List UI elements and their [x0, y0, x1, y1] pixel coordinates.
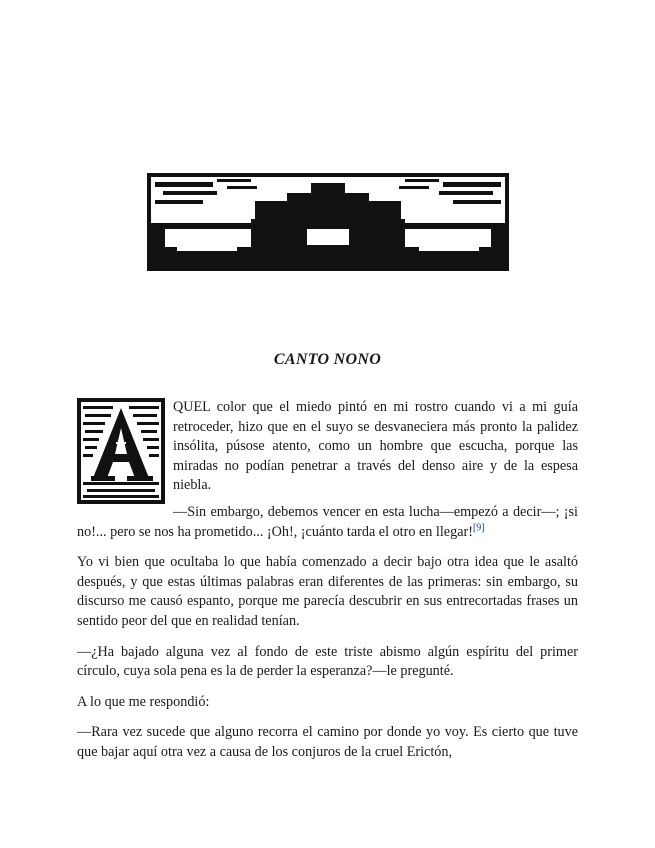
footnote-link[interactable]: [9]	[472, 521, 485, 533]
chapter-body	[77, 398, 578, 774]
paragraph-6: —Rara vez sucede que alguno recorra el camino por donde yo voy. Es cierto que tuve que bajar aquí otra vez a causa de los conjuros de la cruel Erictón,	[77, 724, 578, 760]
chapter-title: CANTO NONO	[273, 351, 382, 368]
paragraph-4: —¿Ha bajado alguna vez al fondo de este triste abismo algún espíritu del primer círculo, cuya sola pena es la de perder la esperanza?—le pregunté.	[77, 643, 578, 680]
illuminated-initial-a-icon	[77, 398, 165, 504]
paragraph-2	[77, 503, 578, 542]
woodcut-ornament-banner-icon	[147, 173, 509, 271]
paragraph-5: A lo que me respondió:	[77, 693, 210, 710]
paragraph-1: QUEL color que el miedo pintó en mi rostro cuando vi a mi guía retroceder, hizo que en el suyo se desvaneciera más pronto la palidez insólita, púsose atento, como un hombre que escucha, porque las miradas no podían penetrar a través del denso aire y de la espesa niebla.	[173, 399, 578, 494]
paragraph-2-text: —Sin embargo, debemos vencer en esta lucha—empezó a decir—; ¡si no!... pero se nos ha prometido... ¡Oh!, ¡cuánto tarda el otro en llegar!	[77, 503, 578, 540]
paragraph-3: Yo vi bien que ocultaba lo que había comenzado a decir bajo otra idea que le asaltó después, y que estas últimas palabras eran diferentes de las primeras: sin embargo, su discurso me causó espanto, porque me parecía descubrir en sus entrecortadas frases un sentido peor del que en realidad tenían.	[77, 554, 578, 629]
